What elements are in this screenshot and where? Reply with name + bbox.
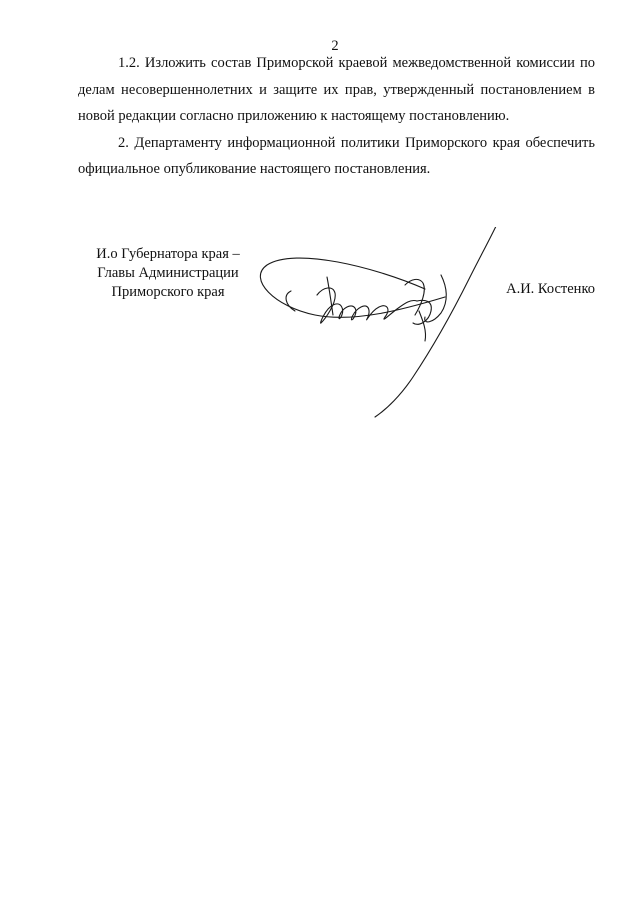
signer-name: А.И. Костенко [506,281,595,297]
signer-title-line-2: Главы Администрации [97,265,239,281]
paragraph-2: 2. Департаменту информационной политики Приморского края обеспечить официальное опубликование настоящего постановления. [78,134,595,177]
paragraph-1-2: 1.2. Изложить состав Приморской краевой межведомственной комиссии по делам несовершеннолетних и защите их прав, утвержденный постановлением в новой редакции согласно приложению к настоящему постановлению. [78,55,595,124]
signer-title [78,245,258,302]
signature-block [0,245,640,445]
document-body [78,50,595,183]
handwritten-signature-icon [255,227,500,427]
signer-title-line-1: И.о Губернатора края – [96,246,240,262]
signer-title-line-3: Приморского края [111,284,225,300]
page-number: 2 [331,38,339,54]
